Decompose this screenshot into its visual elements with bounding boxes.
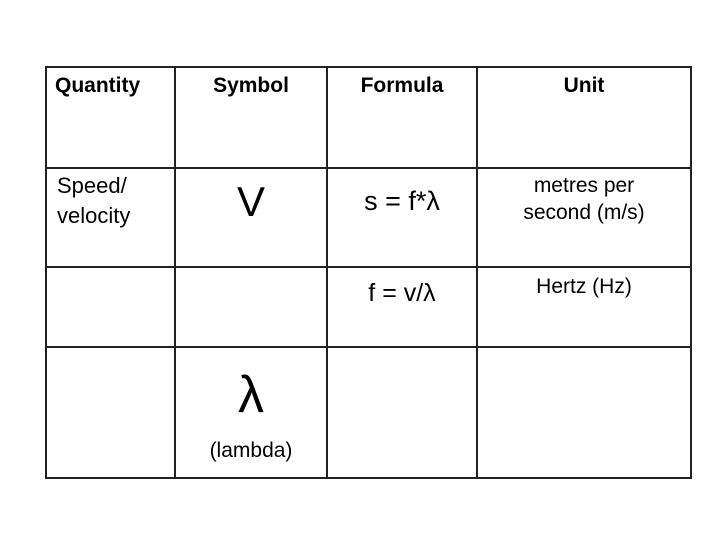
header-unit: Unit xyxy=(478,68,690,169)
quantity-line-2: velocity xyxy=(57,203,131,228)
cell-quantity-speed xyxy=(47,169,176,268)
cell-unit-empty-3 xyxy=(478,348,690,477)
cell-formula-frequency: f = v/λ xyxy=(328,268,478,348)
cell-formula-empty-3 xyxy=(328,348,478,477)
cell-formula-speed: s = f*λ xyxy=(328,169,478,268)
cell-symbol-empty-2 xyxy=(176,268,328,348)
lambda-symbol: λ xyxy=(238,366,264,424)
cell-unit-speed xyxy=(478,169,690,268)
header-quantity: Quantity xyxy=(47,68,176,169)
cell-quantity-empty-3 xyxy=(47,348,176,477)
physics-table xyxy=(45,66,692,479)
header-symbol: Symbol xyxy=(176,68,328,169)
cell-unit-frequency: Hertz (Hz) xyxy=(478,268,690,348)
lambda-label: (lambda) xyxy=(209,439,293,462)
quantity-line-1: Speed/ xyxy=(57,173,127,198)
unit-line-2: second (m/s) xyxy=(523,201,645,224)
cell-symbol-v: V xyxy=(176,169,328,268)
cell-symbol-lambda xyxy=(176,348,328,477)
header-formula: Formula xyxy=(328,68,478,169)
unit-line-1: metres per xyxy=(533,174,635,197)
cell-quantity-empty-2 xyxy=(47,268,176,348)
